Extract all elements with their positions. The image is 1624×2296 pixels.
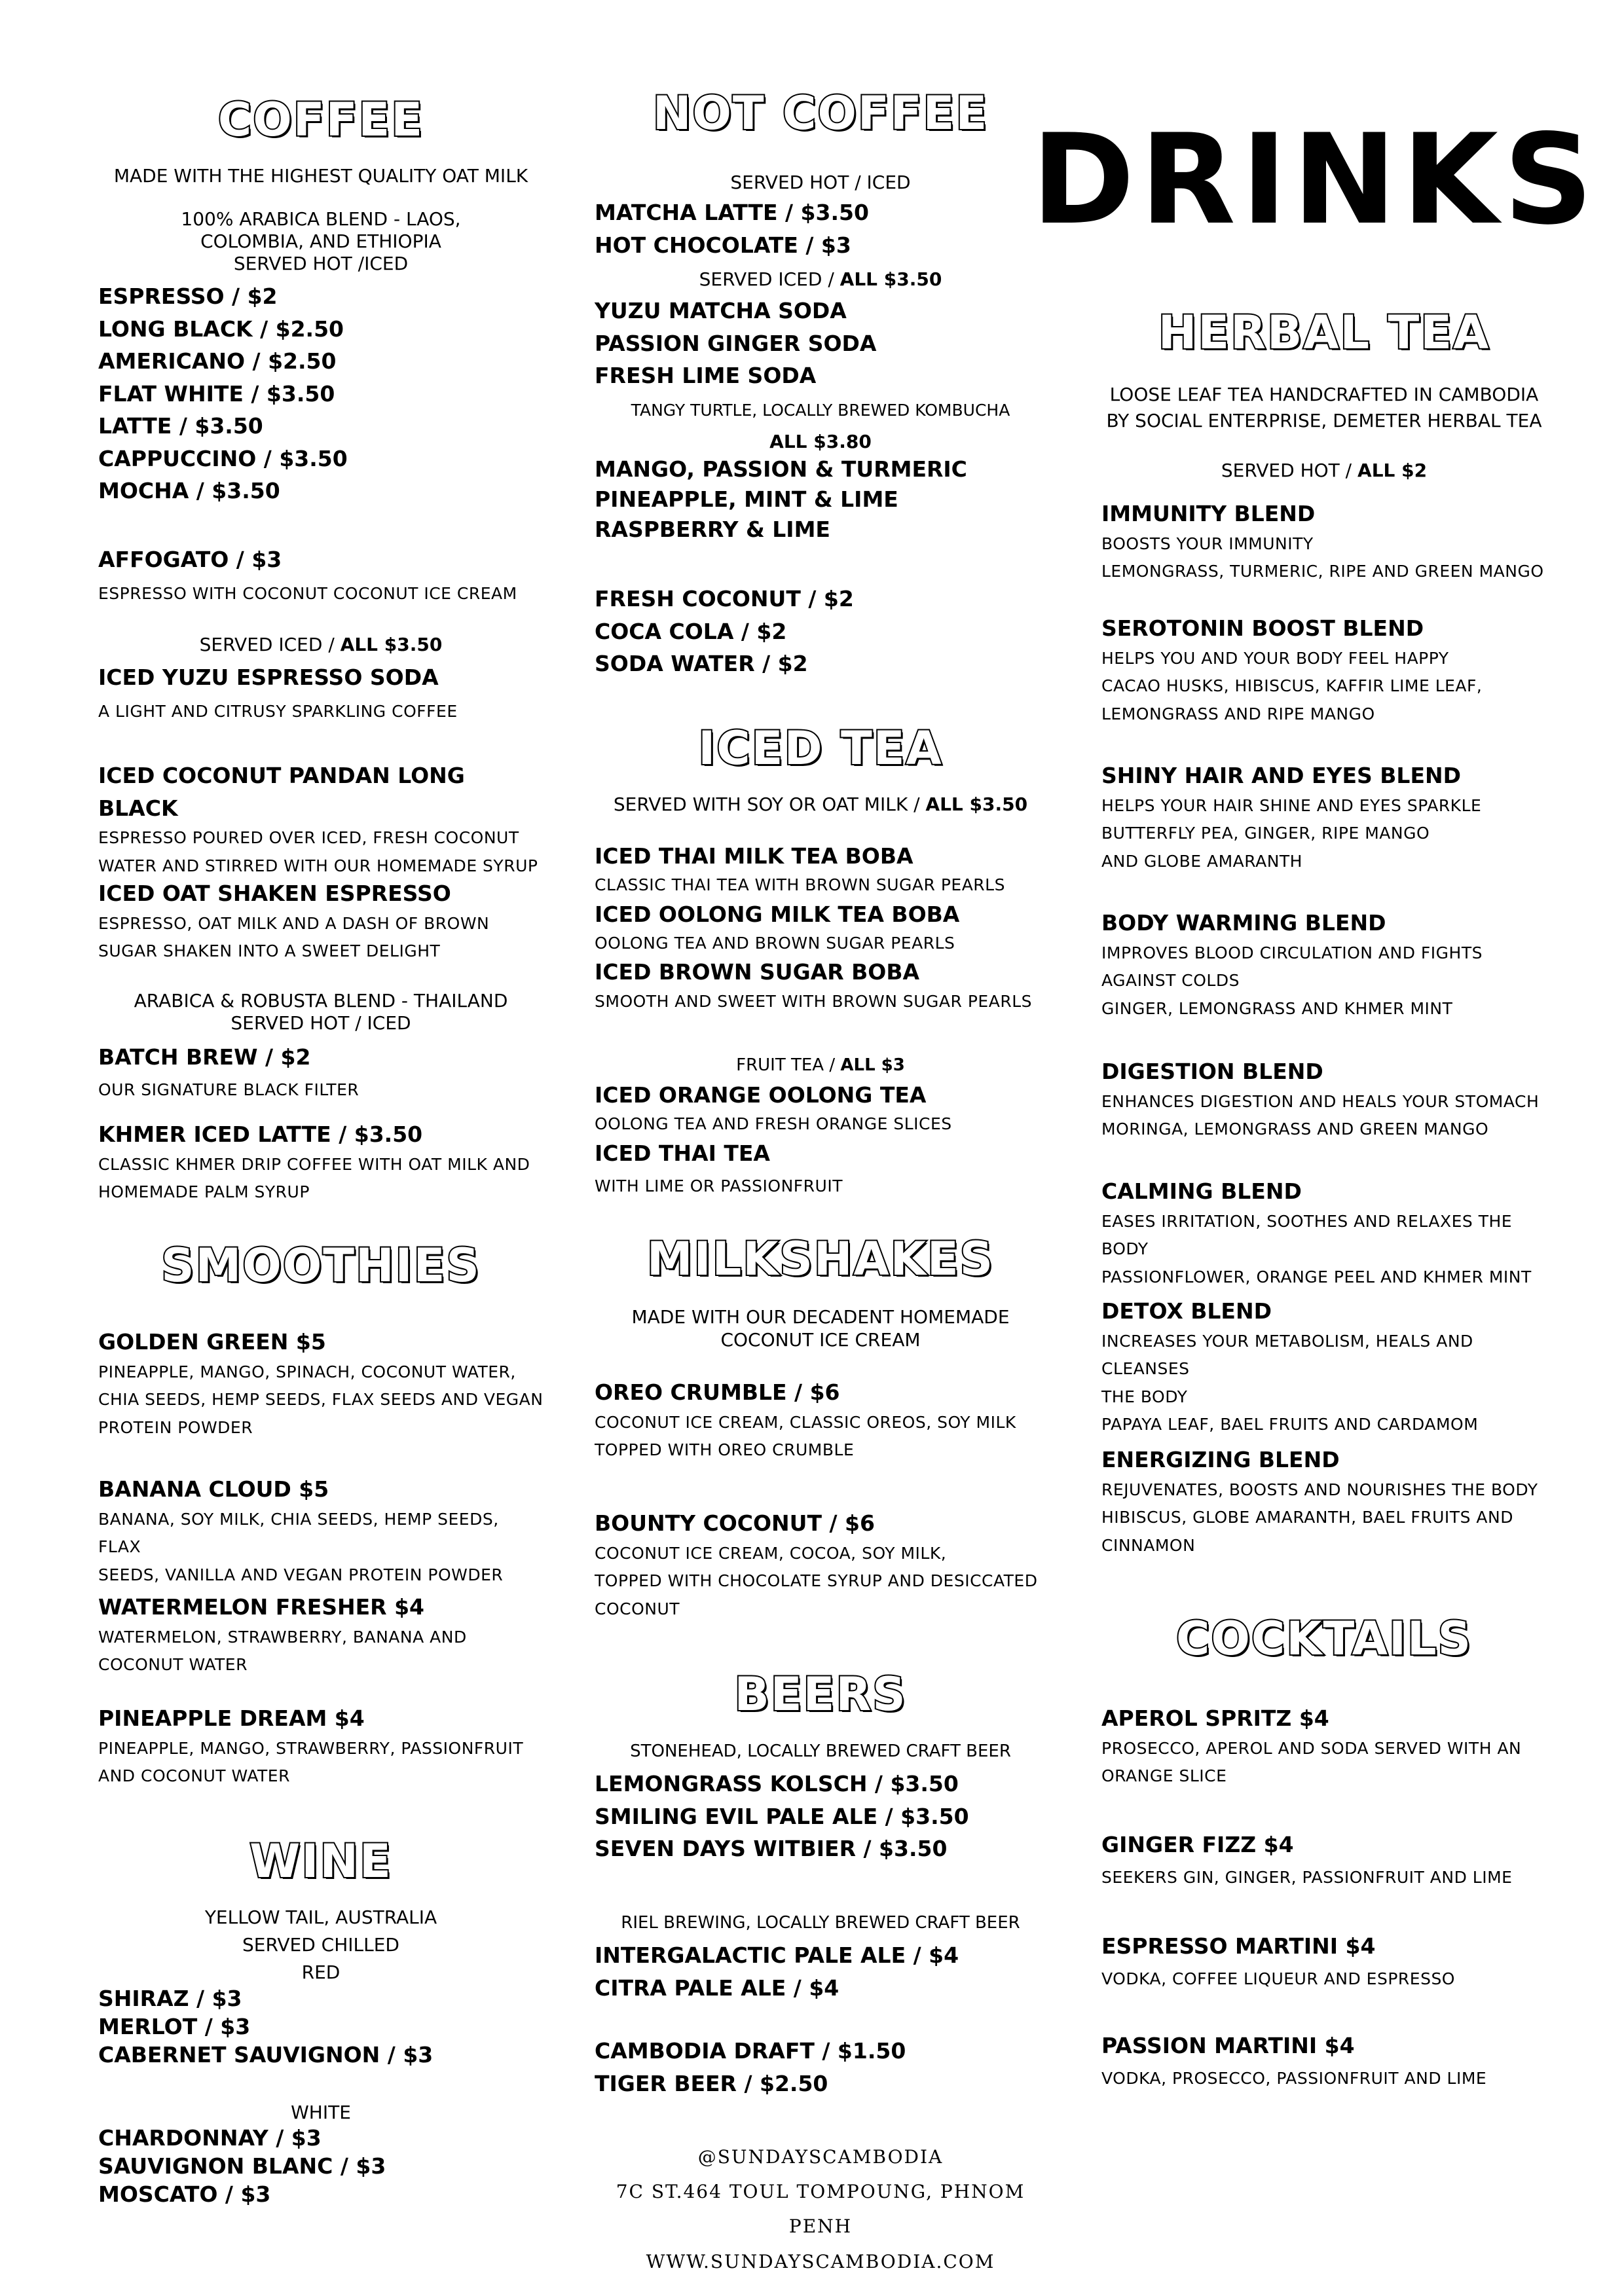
menu-item: ICED COCONUT PANDAN LONG BLACK	[98, 763, 465, 821]
milkshakes-note: MADE WITH OUR DECADENT HOMEMADE	[631, 1306, 1010, 1328]
menu-item: ICED OOLONG MILK TEA BOBA	[595, 901, 960, 927]
smoothies-section	[98, 1241, 544, 1291]
item-description: VODKA, PROSECCO, PASSIONFRUIT AND LIME	[1101, 2068, 1487, 2088]
item-description: BUTTERFLY PEA, GINGER, RIPE MANGO	[1101, 824, 1430, 843]
menu-item: MERLOT / $3	[98, 2013, 251, 2039]
menu-item: MOCHA / $3.50	[98, 478, 280, 503]
item-description: COCONUT ICE CREAM, COCOA, SOY MILK,	[595, 1543, 947, 1563]
menu-item: ICED THAI TEA	[595, 1140, 770, 1166]
beers-section	[595, 1669, 1046, 1720]
menu-item: MOSCATO / $3	[98, 2181, 271, 2207]
menu-item: CALMING BLEND	[1101, 1178, 1302, 1204]
menu-item: ESPRESSO MARTINI $4	[1101, 1933, 1376, 1959]
item-description: PASSIONFLOWER, ORANGE PEEL AND KHMER MINT	[1101, 1267, 1532, 1286]
iced-coffee-note	[98, 634, 544, 656]
item-description: REJUVENATES, BOOSTS AND NOURISHES THE BODY	[1101, 1480, 1538, 1499]
menu-item: ICED THAI MILK TEA BOBA	[595, 843, 913, 869]
not-coffee-iced-list	[595, 295, 1046, 392]
wine-red-label: RED	[301, 1961, 341, 1983]
menu-item: BOUNTY COCONUT / $6	[595, 1510, 875, 1536]
menu-item: ICED BROWN SUGAR BOBA	[595, 959, 920, 985]
coffee-note: MADE WITH THE HIGHEST QUALITY OAT MILK	[113, 165, 528, 187]
beers-list	[595, 1939, 1046, 2004]
menu-item: SEVEN DAYS WITBIER / $3.50	[595, 1836, 948, 1861]
milkshake-item	[595, 1376, 1046, 1465]
section-title: BEERS	[734, 1667, 907, 1721]
coffee-origin-note: 100% ARABICA BLEND - LAOS, COLOMBIA, AND ETHIOPIA	[181, 208, 461, 252]
not-coffee-hot-list	[595, 196, 1046, 261]
herbal-item	[1101, 498, 1547, 586]
item-description: LEMONGRASS, TURMERIC, RIPE AND GREEN MANGO	[1101, 562, 1544, 581]
affogato-block	[98, 543, 544, 608]
menu-item: DETOX BLEND	[1101, 1298, 1272, 1324]
menu-item: YUZU MATCHA SODA	[595, 298, 847, 323]
menu-item: IMMUNITY BLEND	[1101, 501, 1316, 526]
menu-item: PINEAPPLE, MINT & LIME	[595, 486, 898, 513]
item-description: HELPS YOU AND YOUR BODY FEEL HAPPY	[1101, 648, 1449, 668]
menu-item: CAPPUCCINO / $3.50	[98, 445, 348, 471]
item-description: OOLONG TEA AND FRESH ORANGE SLICES	[595, 1114, 952, 1134]
menu-item: AFFOGATO / $3	[98, 547, 282, 572]
item-description: PAPAYA LEAF, BAEL FRUITS AND CARDAMOM	[1101, 1415, 1479, 1434]
herbal-note: BY SOCIAL ENTERPRISE, DEMETER HERBAL TEA	[1106, 410, 1542, 431]
item-description: CACAO HUSKS, HIBISCUS, KAFFIR LIME LEAF,	[1101, 676, 1483, 695]
menu-item: APEROL SPRITZ $4	[1101, 1705, 1329, 1731]
wine-note: SERVED CHILLED	[242, 1934, 399, 1956]
menu-item: RASPBERRY & LIME	[595, 517, 830, 543]
section-title: WINE	[249, 1834, 392, 1888]
item-description: MORINGA, LEMONGRASS AND GREEN MANGO	[1101, 1120, 1489, 1139]
menu-item: OREO CRUMBLE / $6	[595, 1379, 840, 1405]
smoothie-item	[98, 1326, 544, 1442]
item-description: SEEDS, VANILLA AND VEGAN PROTEIN POWDER	[98, 1565, 504, 1584]
menu-item: CITRA PALE ALE / $4	[595, 1975, 840, 2001]
wine-section	[98, 1836, 544, 1887]
item-description: HOMEMADE PALM SYRUP	[98, 1182, 310, 1201]
note-text: SERVED ICED /	[699, 268, 840, 290]
kombucha-note: TANGY TURTLE, LOCALLY BREWED KOMBUCHA	[631, 401, 1010, 420]
item-description: PROTEIN POWDER	[98, 1417, 253, 1437]
menu-item: SAUVIGNON BLANC / $3	[98, 2153, 386, 2179]
cocktail-item	[1101, 2030, 1547, 2092]
menu-item: SHIRAZ / $3	[98, 1986, 242, 2011]
item-description: GINGER, LEMONGRASS AND KHMER MINT	[1101, 998, 1453, 1018]
menu-item: CAMBODIA DRAFT / $1.50	[595, 2038, 906, 2064]
menu-item: PINEAPPLE DREAM $4	[98, 1705, 365, 1731]
menu-item: SEROTONIN BOOST BLEND	[1101, 615, 1424, 641]
wine-red-list	[98, 1985, 544, 2069]
item-description: CHIA SEEDS, HEMP SEEDS, FLAX SEEDS AND VEGAN	[98, 1390, 544, 1409]
menu-item: PASSION MARTINI $4	[1101, 2033, 1355, 2058]
menu-item: SHINY HAIR AND EYES BLEND	[1101, 763, 1462, 788]
menu-item: SMILING EVIL PALE ALE / $3.50	[595, 1803, 969, 1829]
item-description: SUGAR SHAKEN INTO A SWEET DELIGHT	[98, 941, 441, 960]
menu-item: HOT CHOCOLATE / $3	[595, 232, 851, 258]
menu-item: CHARDONNAY / $3	[98, 2125, 322, 2151]
herbal-item	[1101, 1055, 1547, 1144]
note-text: FRUIT TEA /	[736, 1055, 841, 1075]
item-description: WATER AND STIRRED WITH OUR HOMEMADE SYRUP	[98, 856, 538, 875]
menu-item: COCA COLA / $2	[595, 618, 787, 644]
item-description: PROSECCO, APEROL AND SODA SERVED WITH AN	[1101, 1738, 1522, 1758]
beers-note: RIEL BREWING, LOCALLY BREWED CRAFT BEER	[621, 1913, 1020, 1933]
iced-tea-note	[595, 793, 1046, 816]
item-description: AND GLOBE AMARANTH	[1101, 851, 1302, 871]
iced-tea-section	[595, 723, 1046, 774]
blend-served-note: SERVED HOT / ICED	[231, 1012, 411, 1034]
herbal-item	[1101, 612, 1547, 728]
item-description: LEMONGRASS AND RIPE MANGO	[1101, 704, 1375, 723]
batch-block	[98, 1041, 544, 1104]
menu-item: GOLDEN GREEN $5	[98, 1329, 326, 1355]
note-text: SERVED WITH SOY OR OAT MILK /	[613, 793, 926, 815]
item-description: OUR SIGNATURE BLACK FILTER	[98, 1080, 360, 1099]
menu-item: KHMER ICED LATTE / $3.50	[98, 1121, 423, 1147]
item-description: INCREASES YOUR METABOLISM, HEALS AND CLEANSES	[1101, 1331, 1473, 1378]
herbal-served-note	[1101, 460, 1547, 482]
section-title: NOT COFFEE	[652, 86, 989, 140]
not-coffee-section	[595, 88, 1046, 139]
coffee-list	[98, 280, 544, 507]
item-description: PINEAPPLE, MANGO, STRAWBERRY, PASSIONFRUIT	[98, 1738, 524, 1758]
coffee-served-note: SERVED HOT /ICED	[233, 253, 409, 274]
item-description: ESPRESSO, OAT MILK AND A DASH OF BROWN	[98, 913, 490, 933]
menu-item: PASSION GINGER SODA	[595, 330, 877, 356]
address: 7C ST.464 TOUL TOMPOUNG, PHNOM PENH	[616, 2181, 1025, 2238]
cocktail-item	[1101, 1702, 1547, 1791]
herbal-item	[1101, 1175, 1547, 1291]
menu-item: MATCHA LATTE / $3.50	[595, 200, 869, 225]
shaken-block	[98, 877, 544, 966]
note-price: ALL $2	[1357, 460, 1428, 481]
item-description: IMPROVES BLOOD CIRCULATION AND FIGHTS	[1101, 943, 1483, 962]
website: WWW.SUNDAYSCAMBODIA.COM	[646, 2250, 995, 2272]
not-coffee-iced-note	[595, 268, 1046, 291]
item-description: TOPPED WITH OREO CRUMBLE	[595, 1440, 855, 1459]
menu-item: TIGER BEER / $2.50	[595, 2070, 828, 2096]
item-description: HELPS YOUR HAIR SHINE AND EYES SPARKLE	[1101, 795, 1482, 815]
item-description: ESPRESSO POURED OVER ICED, FRESH COCONUT	[98, 828, 519, 847]
menu-item: DIGESTION BLEND	[1101, 1059, 1323, 1084]
milkshake-item	[595, 1507, 1046, 1623]
beers-note: STONEHEAD, LOCALLY BREWED CRAFT BEER	[630, 1741, 1011, 1761]
item-description: CINNAMON	[1101, 1535, 1196, 1555]
menu-item: BANANA CLOUD $5	[98, 1476, 329, 1502]
menu-item: FRESH COCONUT / $2	[595, 586, 854, 611]
wine-note: YELLOW TAIL, AUSTRALIA	[204, 1906, 437, 1928]
note-text: SERVED HOT /	[1221, 460, 1358, 481]
fruit-tea-note	[595, 1055, 1046, 1076]
item-description: COCONUT WATER	[98, 1655, 248, 1674]
menu-item: ICED YUZU ESPRESSO SODA	[98, 665, 439, 690]
item-description: A LIGHT AND CITRUSY SPARKLING COFFEE	[98, 701, 458, 721]
item-description: OOLONG TEA AND BROWN SUGAR PEARLS	[595, 933, 955, 953]
note-text: SERVED ICED /	[199, 634, 341, 655]
note-price: ALL $3.50	[925, 793, 1028, 815]
social-handle: @SUNDAYSCAMBODIA	[697, 2146, 944, 2168]
item-description: AGAINST COLDS	[1101, 971, 1240, 990]
fruit-tea-list	[595, 1080, 1046, 1200]
herbal-item	[1101, 759, 1547, 875]
item-description: WITH LIME OR PASSIONFRUIT	[595, 1176, 843, 1195]
menu-item: GINGER FIZZ $4	[1101, 1832, 1294, 1857]
soft-drinks-list	[595, 583, 1046, 680]
item-description: CLASSIC KHMER DRIP COFFEE WITH OAT MILK AND	[98, 1154, 530, 1174]
herbal-tea-section	[1101, 308, 1547, 358]
smoothie-item	[98, 1702, 544, 1791]
iced-tea-list	[595, 841, 1046, 1015]
note-price: ALL $3	[840, 1055, 905, 1075]
item-description: PINEAPPLE, MANGO, SPINACH, COCONUT WATER,	[98, 1362, 516, 1381]
item-description: EASES IRRITATION, SOOTHES AND RELAXES THE BODY	[1101, 1211, 1513, 1258]
wine-white-list	[98, 2124, 544, 2209]
section-title: SMOOTHIES	[161, 1239, 481, 1292]
smoothie-item	[98, 1591, 544, 1679]
item-description: SMOOTH AND SWEET WITH BROWN SUGAR PEARLS	[595, 991, 1032, 1011]
smoothie-item	[98, 1473, 544, 1589]
coffee-section	[98, 95, 544, 145]
herbal-item	[1101, 907, 1547, 1023]
section-title: MILKSHAKES	[646, 1232, 995, 1286]
item-description: VODKA, COFFEE LIQUEUR AND ESPRESSO	[1101, 1969, 1455, 1988]
cocktail-item	[1101, 1829, 1547, 1891]
section-title: ICED TEA	[698, 721, 943, 775]
item-description: HIBISCUS, GLOBE AMARANTH, BAEL FRUITS AND	[1101, 1508, 1513, 1527]
item-description: TOPPED WITH CHOCOLATE SYRUP AND DESICCATED	[595, 1571, 1038, 1590]
herbal-note: LOOSE LEAF TEA HANDCRAFTED IN CAMBODIA	[1109, 384, 1539, 405]
item-description: AND COCONUT WATER	[98, 1766, 290, 1785]
footer	[595, 2140, 1046, 2279]
not-coffee-note: SERVED HOT / ICED	[730, 172, 911, 193]
menu-item: BATCH BREW / $2	[98, 1044, 311, 1070]
menu-item: SODA WATER / $2	[595, 651, 808, 676]
menu-item: FLAT WHITE / $3.50	[98, 380, 335, 407]
herbal-item	[1101, 1444, 1547, 1559]
item-description: CLASSIC THAI TEA WITH BROWN SUGAR PEARLS	[595, 875, 1005, 895]
menu-item: ICED ORANGE OOLONG TEA	[595, 1082, 927, 1108]
wine-white-label: WHITE	[291, 2102, 351, 2123]
khmer-block	[98, 1118, 544, 1207]
menu-item: LATTE / $3.50	[98, 413, 263, 439]
note-price: ALL $3.50	[840, 268, 942, 290]
section-title: COCKTAILS	[1175, 1612, 1473, 1666]
item-description: WATERMELON, STRAWBERRY, BANANA AND	[98, 1627, 467, 1647]
menu-item: ESPRESSO / $2	[98, 283, 278, 309]
kombucha-price: ALL $3.80	[769, 431, 872, 452]
item-description: COCONUT ICE CREAM, CLASSIC OREOS, SOY MILK	[595, 1412, 1016, 1432]
section-title: COFFEE	[217, 93, 424, 147]
menu-item: INTERGALACTIC PALE ALE / $4	[595, 1942, 959, 1968]
kombucha-list	[595, 454, 1046, 545]
blend-note: ARABICA & ROBUSTA BLEND - THAILAND	[134, 990, 508, 1011]
beers-list	[595, 2035, 1046, 2100]
yuzu-block	[98, 661, 544, 725]
menu-item: LONG BLACK / $2.50	[98, 316, 344, 342]
menu-item: FRESH LIME SODA	[595, 363, 817, 388]
item-description: BOOSTS YOUR IMMUNITY	[1101, 534, 1314, 553]
menu-item: AMERICANO / $2.50	[98, 348, 337, 374]
item-description: ESPRESSO WITH COCONUT COCONUT ICE CREAM	[98, 583, 517, 603]
menu-item: LEMONGRASS KOLSCH / $3.50	[595, 1771, 959, 1796]
item-description: SEEKERS GIN, GINGER, PASSIONFRUIT AND LIME	[1101, 1867, 1513, 1887]
milkshakes-note: COCONUT ICE CREAM	[720, 1329, 921, 1351]
menu-item: MANGO, PASSION & TURMERIC	[595, 456, 967, 482]
milkshakes-section	[595, 1234, 1046, 1285]
item-description: ENHANCES DIGESTION AND HEALS YOUR STOMACH	[1101, 1091, 1540, 1111]
menu-item: BODY WARMING BLEND	[1101, 910, 1386, 936]
menu-item: WATERMELON FRESHER $4	[98, 1594, 424, 1620]
menu-item: CABERNET SAUVIGNON / $3	[98, 2041, 434, 2068]
pandan-block	[98, 759, 544, 880]
item-description: COCONUT	[595, 1599, 680, 1618]
menu-item: ICED OAT SHAKEN ESPRESSO	[98, 881, 451, 906]
herbal-item	[1101, 1295, 1547, 1439]
item-description: THE BODY	[1101, 1387, 1188, 1406]
item-description: BANANA, SOY MILK, CHIA SEEDS, HEMP SEEDS, FLAX	[98, 1509, 499, 1556]
cocktails-section	[1101, 1614, 1547, 1664]
note-price: ALL $3.50	[340, 634, 443, 655]
beers-list	[595, 1768, 1046, 1865]
item-description: ORANGE SLICE	[1101, 1766, 1227, 1785]
page-title: DRINKS	[1031, 107, 1598, 252]
cocktail-item	[1101, 1930, 1547, 1993]
menu-item: ENERGIZING BLEND	[1101, 1447, 1340, 1472]
section-title: HERBAL TEA	[1158, 306, 1490, 359]
